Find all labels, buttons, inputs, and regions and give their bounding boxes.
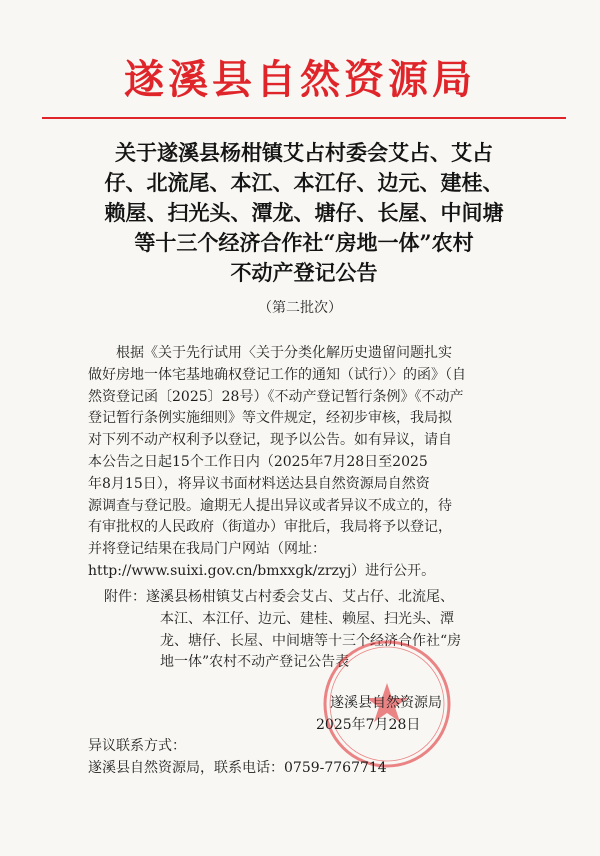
contact-block — [88, 736, 387, 780]
attachment-label: 附件： — [104, 589, 146, 605]
signature-date: 2025年7月28日 — [316, 716, 421, 733]
body-line: 对下列不动产权利予以登记，现予以公告。如有异议，请自 — [88, 432, 452, 449]
body-line: 根据《关于先行试用〈关于分类化解历史遗留问题扎实 — [116, 345, 452, 361]
signature-block — [316, 693, 442, 737]
document-header — [0, 48, 600, 103]
portal-url-line[interactable]: http://www.suixi.gov.cn/bmxxgk/zrzyj）进行公开。 — [88, 562, 436, 579]
body-line: 登记暂行条例实施细则》等文件规定，经初步审核，我局拟 — [88, 410, 452, 427]
notice-body — [88, 343, 520, 583]
title-line: 赖屋、扫光头、潭龙、塘仔、长屋、中间塘 — [104, 200, 504, 225]
title-line: 等十三个经济合作社“房地一体”农村 — [134, 230, 474, 255]
title-line: 关于遂溪县杨柑镇艾占村委会艾占、艾占 — [115, 140, 493, 165]
attachment-line: 地一体”农村不动产登记公告表 — [160, 654, 350, 671]
contact-line: 遂溪县自然资源局，联系电话：0759-7767714 — [88, 759, 387, 776]
body-line: 本公告之日起15个工作日内（2025年7月28日至2025 — [88, 453, 428, 470]
attachment-block — [104, 587, 524, 674]
body-line: 源调查与登记股。逾期无人提出异议或者异议不成立的，待 — [88, 497, 452, 514]
title-line: 仔、北流尾、本江、本江仔、边元、建桂、 — [104, 170, 504, 195]
notice-title — [94, 138, 514, 288]
title-line: 不动产登记公告 — [230, 260, 378, 285]
header-divider — [42, 117, 566, 119]
body-line: 有审批权的人民政府（街道办）审批后，我局将予以登记， — [88, 519, 452, 536]
body-line: 并将登记结果在我局门户网站（网址： — [88, 541, 326, 558]
body-line: 年8月15日），将异议书面材料送达县自然资源局自然资 — [88, 475, 430, 492]
attachment-line: 本江、本江仔、边元、建桂、赖屋、扫光头、潭 — [160, 610, 454, 627]
attachment-line: 龙、塘仔、长屋、中间塘等十三个经济合作社“房 — [160, 632, 462, 649]
body-line: 做好房地一体宅基地确权登记工作的通知（试行）〉的函》（自 — [88, 366, 466, 383]
signature-org: 遂溪县自然资源局 — [330, 695, 442, 711]
body-line: 然资登记函〔2025〕28号）《不动产登记暂行条例》《不动产 — [88, 388, 464, 405]
contact-label: 异议联系方式： — [88, 738, 186, 754]
issuing-org-name: 遂溪县自然资源局 — [124, 56, 476, 103]
attachment-line: 附件：遂溪县杨柑镇艾占村委会艾占、艾占仔、北流尾、 — [104, 589, 454, 605]
batch-label: （第二批次） — [258, 300, 342, 316]
